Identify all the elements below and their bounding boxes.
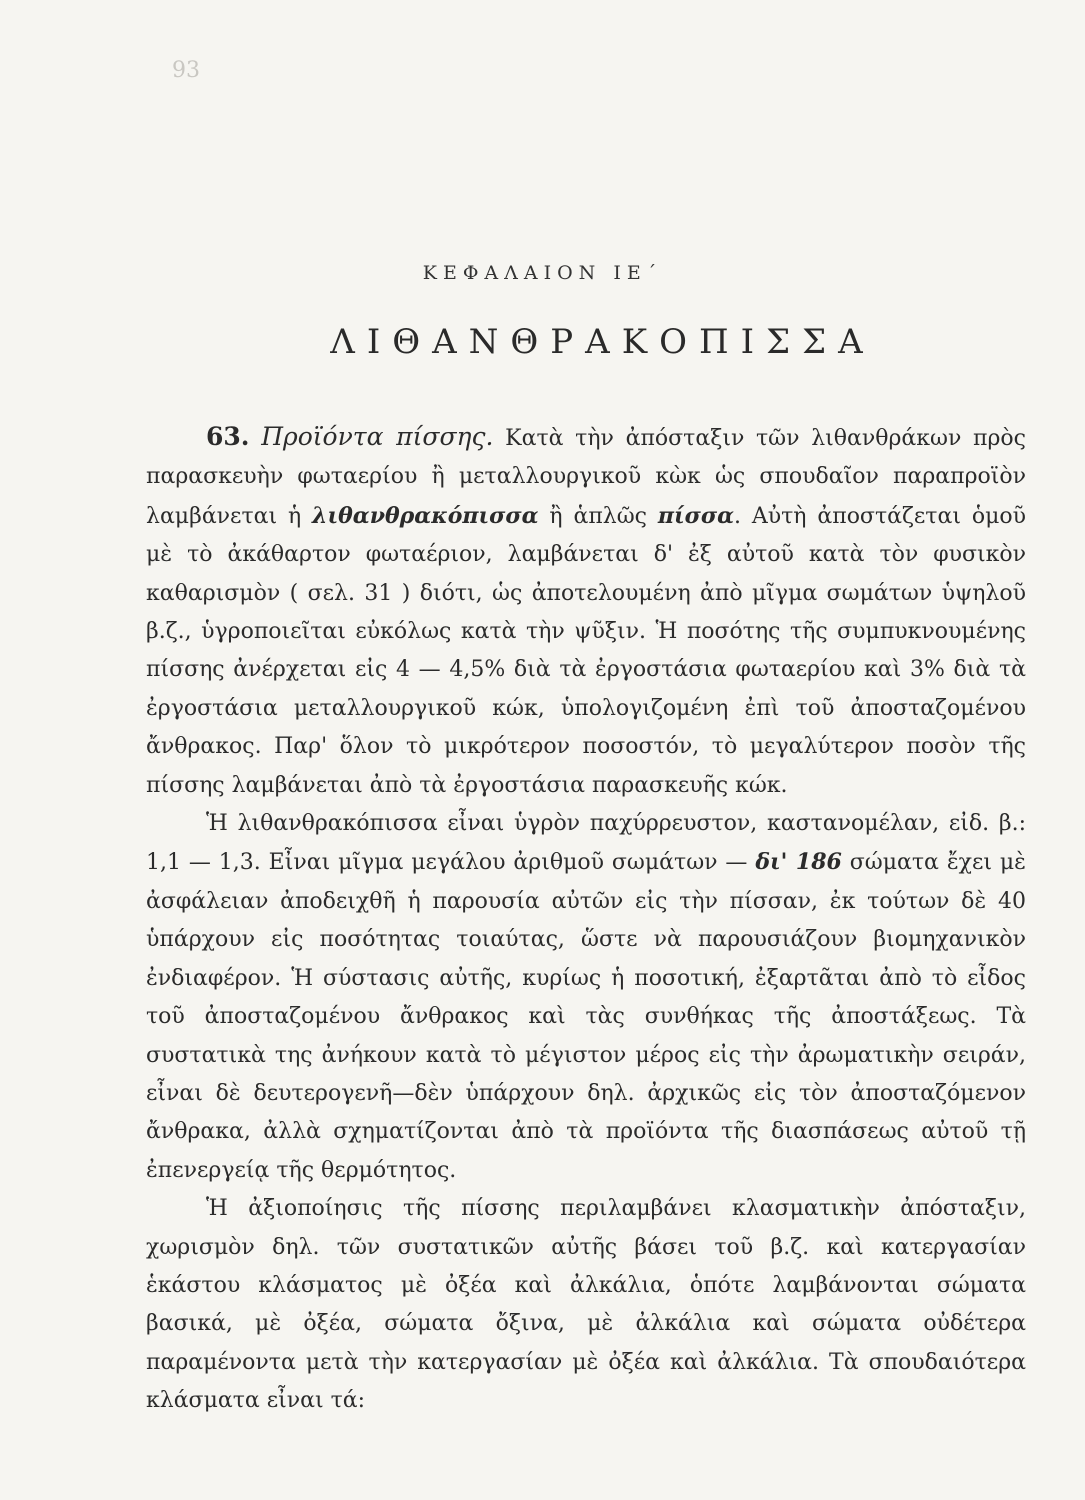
paragraph-1 (146, 418, 1026, 805)
paragraph-3 (146, 1190, 1026, 1420)
paragraph-2-bold-phrase: δι' 186 (755, 849, 842, 876)
term-pissa: πίσσα (657, 502, 734, 529)
chapter-title: ΛΙΘΑΝΘΡΑΚΟΠΙΣΣΑ (330, 322, 875, 362)
section-title: Προϊόντα πίσσης. (261, 422, 494, 451)
page-number: 93 (172, 58, 200, 83)
paragraph-2-text-b: σώματα ἔχει μὲ ἀσφάλειαν ἀποδειχθῆ ἡ παρουσία αὐτῶν εἰς τὴν πίσσαν, ἐκ τούτων δὲ 40 ὑπάρχουν εἰς ποσότητας τοιαύτας, ὥστε νὰ παρουσιάζουν βιομηχανικὸν ἐνδιαφέρον. Ἡ σύστασις αὐτῆς, κυρίως ἡ ποσοτική, ἐξαρτᾶται ἀπὸ τὸ εἶδος τοῦ ἀποσταζομένου ἄνθρακος καὶ τὰς συνθήκας τῆς ἀποστάξεως. Τὰ συστατικὰ της ἀνήκουν κατὰ τὸ μέγιστον μέρος εἰς τὴν ἀρωματικὴν σειράν, εἶναι δὲ δευτερογενῆ—δὲν ὑπάρχουν δηλ. ἀρχικῶς εἰς τὸν ἀποσταζόμενον ἄνθρακα, ἀλλὰ σχηματίζονται ἀπὸ τὰ προϊόντα τῆς διασπάσεως αὐτοῦ τῇ ἐπενεργείᾳ τῆς θερμότητος. (146, 850, 1026, 1183)
body-text (146, 418, 1026, 1421)
paragraph-2 (146, 805, 1026, 1190)
term-lithanthrakopissa: λιθανθρακόπισσα (312, 502, 539, 529)
chapter-label: ΚΕΦΑΛΑΙΟΝ ΙΕ΄ (422, 262, 663, 284)
paragraph-1-text-b: ἢ ἁπλῶς (538, 503, 658, 529)
paragraph-3-text: Ἡ ἀξιοποίησις τῆς πίσσης περιλαμβάνει κλασματικὴν ἀπόσταξιν, χωρισμὸν δηλ. τῶν συστατικῶν αὐτῆς βάσει τοῦ β.ζ. καὶ κατεργασίαν ἑκάστου κλάσματος μὲ ὀξέα καὶ ἀλκάλια, ὁπότε λαμβάνονται σώματα βασικά, μὲ ὀξέα, σώματα ὄξινα, μὲ ἀλκάλια καὶ σώματα οὐδέτερα παραμένοντα μετὰ τὴν κατεργασίαν μὲ ὀξέα καὶ ἀλκάλια. Τὰ σπουδαιότερα κλάσματα εἶναι τά: (146, 1196, 1026, 1414)
section-number: 63. (206, 422, 250, 451)
paragraph-2-text-a: Ἡ λιθανθρακόπισσα εἶναι ὑγρὸν παχύρρευστον, καστανομέλαν, εἰδ. β.: 1,1 — 1,3. Εἶναι μῖγμα μεγάλου ἀριθμοῦ σωμάτων — (146, 811, 1026, 876)
paragraph-1-text-c: . Αὐτὴ ἀποστάζεται ὁμοῦ μὲ τὸ ἀκάθαρτον φωταέριον, λαμβάνεται δ' ἐξ αὐτοῦ κατὰ τὸν φυσικὸν καθαρισμὸν ( σελ. 31 ) διότι, ὡς ἀποτελουμένη ἀπὸ μῖγμα σωμάτων ὑψηλοῦ β.ζ., ὑγροποιεῖται εὐκόλως κατὰ τὴν ψῦξιν. Ἡ ποσότης τῆς συμπυκνουμένης πίσσης ἀνέρχεται εἰς 4 — 4,5% διὰ τὰ ἐργοστάσια φωταερίου καὶ 3% διὰ τὰ ἐργοστάσια μεταλλουργικοῦ κώκ, ὑπολογιζομένη ἐπὶ τοῦ ἀποσταζομένου ἄνθρακος. Παρ' ὅλον τὸ μικρότερον ποσοστόν, τὸ μεγαλύτερον ποσὸν τῆς πίσσης λαμβάνεται ἀπὸ τὰ ἐργοστάσια παρασκευῆς κώκ. (146, 503, 1026, 798)
paragraph-1-text-a: Κατὰ τὴν ἀπόσταξιν τῶν λιθανθράκων πρὸς παρασκευὴν φωταερίου ἢ μεταλλουργικοῦ κὼκ ὡς σπουδαῖον παραπροϊὸν λαμβάνεται ἡ (146, 426, 1026, 529)
